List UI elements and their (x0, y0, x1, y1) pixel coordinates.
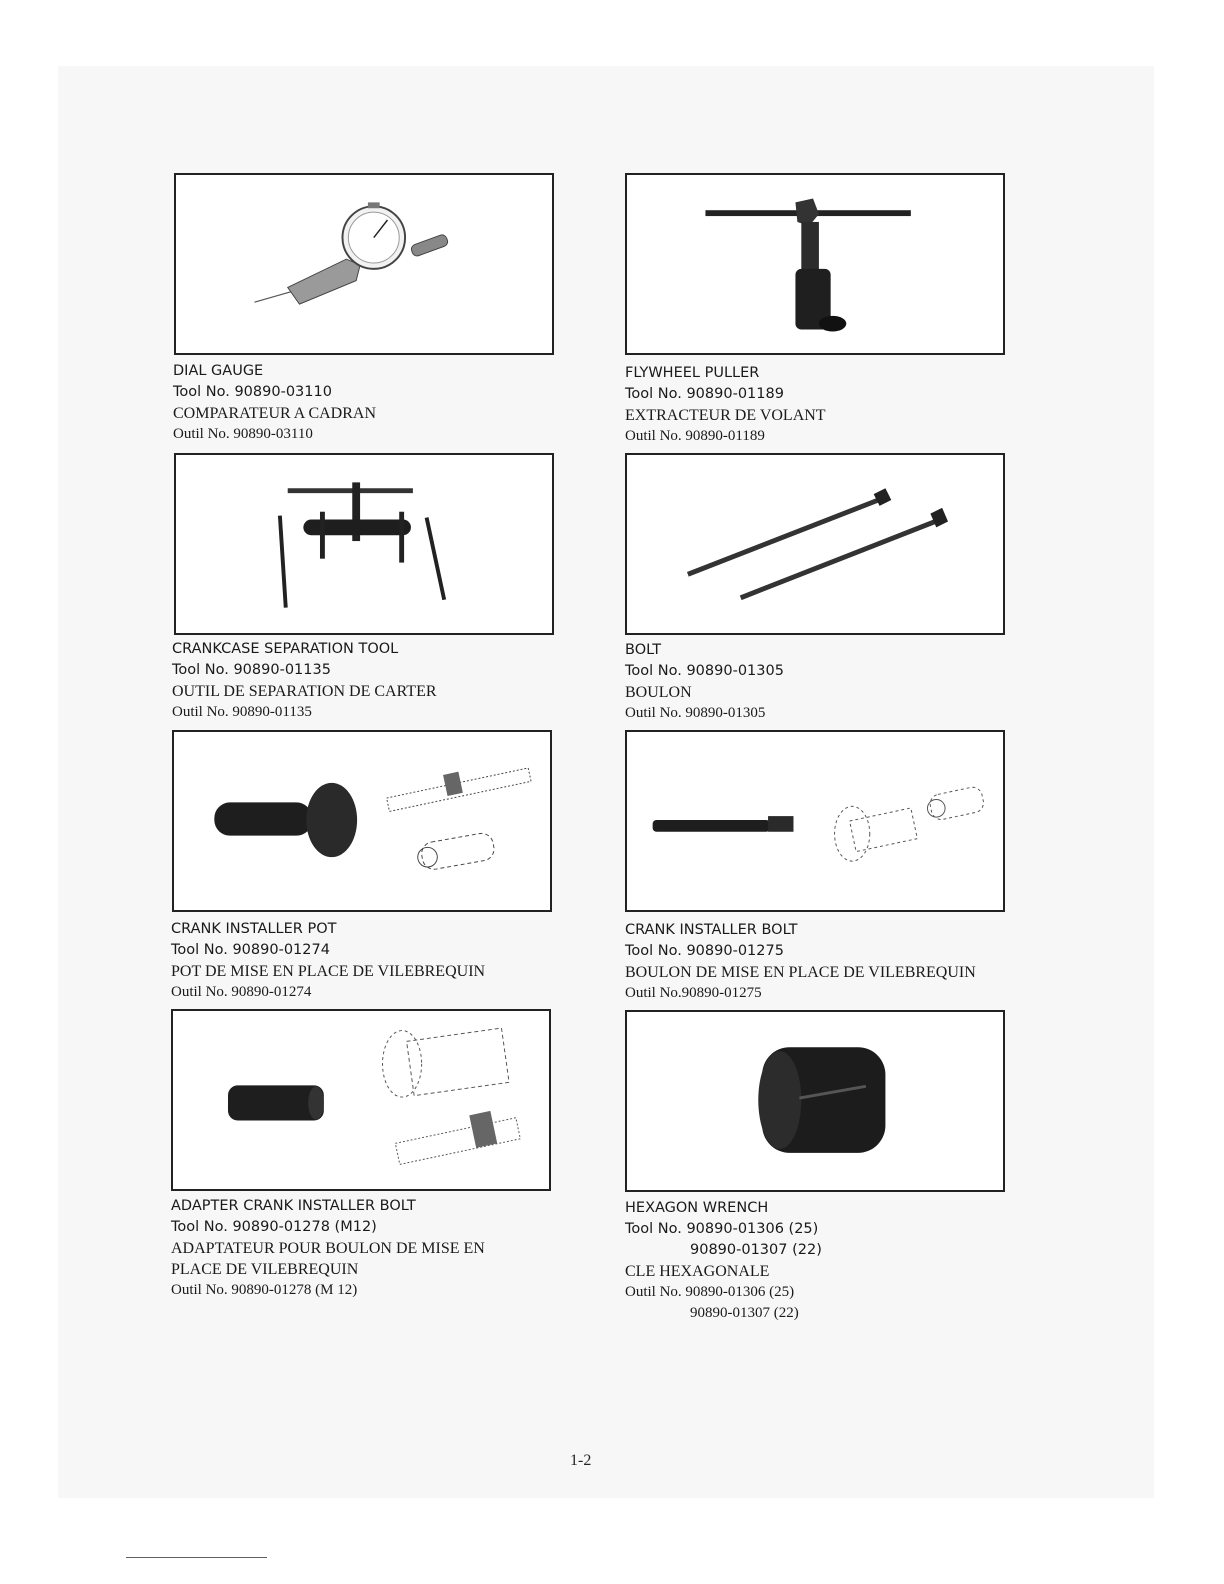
name-en: DIAL GAUGE (173, 363, 264, 379)
name-fr: POT DE MISE EN PLACE DE VILEBREQUIN (171, 963, 486, 980)
caption-bolt (625, 640, 1065, 724)
caption-crankcase-separation-tool (172, 639, 612, 723)
outil-number: Outil No. 90890-03110 (173, 426, 313, 442)
page-number: 1-2 (570, 1452, 592, 1469)
caption-crank-installer-pot (171, 919, 611, 1003)
name-fr: BOULON (625, 684, 692, 701)
outil-number: Outil No. 90890-01306 (25) (625, 1284, 795, 1300)
tool-number: Tool No. 90890-01275 (625, 943, 784, 959)
name-en: FLYWHEEL PULLER (625, 365, 760, 381)
tool-number-2: 90890-01307 (22) (690, 1242, 822, 1258)
name-fr: OUTIL DE SEPARATION DE CARTER (172, 683, 437, 700)
caption-flywheel-puller (625, 363, 1065, 447)
outil-number: Outil No. 90890-01135 (172, 704, 312, 720)
crank-installer-pot-figure (172, 730, 552, 912)
name-fr: EXTRACTEUR DE VOLANT (625, 407, 826, 424)
caption-crank-installer-bolt (625, 920, 1065, 1004)
name-en: HEXAGON WRENCH (625, 1200, 769, 1216)
name-en: ADAPTER CRANK INSTALLER BOLT (171, 1198, 416, 1214)
name-fr-continued: PLACE DE VILEBREQUIN (171, 1261, 359, 1278)
crank-installer-bolt-figure (625, 730, 1005, 912)
name-en: CRANK INSTALLER POT (171, 921, 337, 937)
outil-number: Outil No.90890-01275 (625, 985, 762, 1001)
caption-hexagon-wrench (625, 1198, 1065, 1324)
tool-number: Tool No. 90890-01305 (625, 663, 784, 679)
divider (126, 1557, 267, 1558)
name-en: CRANKCASE SEPARATION TOOL (172, 641, 399, 657)
tool-number: Tool No. 90890-01278 (M12) (171, 1219, 377, 1235)
crankcase-separation-tool-figure (174, 453, 554, 635)
name-fr: ADAPTATEUR POUR BOULON DE MISE EN (171, 1240, 485, 1257)
tool-number: Tool No. 90890-01135 (172, 662, 331, 678)
name-en: BOLT (625, 642, 662, 658)
outil-number: Outil No. 90890-01274 (171, 984, 312, 1000)
tool-number: Tool No. 90890-01189 (625, 386, 784, 402)
hexagon-wrench-figure (625, 1010, 1005, 1192)
name-fr: BOULON DE MISE EN PLACE DE VILEBREQUIN (625, 964, 976, 981)
name-en: CRANK INSTALLER BOLT (625, 922, 798, 938)
tool-number: Tool No. 90890-03110 (173, 384, 332, 400)
adapter-crank-installer-bolt-figure (171, 1009, 551, 1191)
tool-number: Tool No. 90890-01274 (171, 942, 330, 958)
outil-number-2: 90890-01307 (22) (690, 1305, 799, 1321)
outil-number: Outil No. 90890-01278 (M 12) (171, 1282, 358, 1298)
outil-number: Outil No. 90890-01189 (625, 428, 765, 444)
bolt-figure (625, 453, 1005, 635)
caption-dial-gauge (173, 361, 613, 445)
caption-adapter-crank-installer-bolt (171, 1196, 611, 1301)
flywheel-puller-figure (625, 173, 1005, 355)
outil-number: Outil No. 90890-01305 (625, 705, 766, 721)
name-fr: COMPARATEUR A CADRAN (173, 405, 377, 422)
name-fr: CLE HEXAGONALE (625, 1263, 770, 1280)
dial-gauge-figure (174, 173, 554, 355)
tool-number: Tool No. 90890-01306 (25) (625, 1221, 819, 1237)
